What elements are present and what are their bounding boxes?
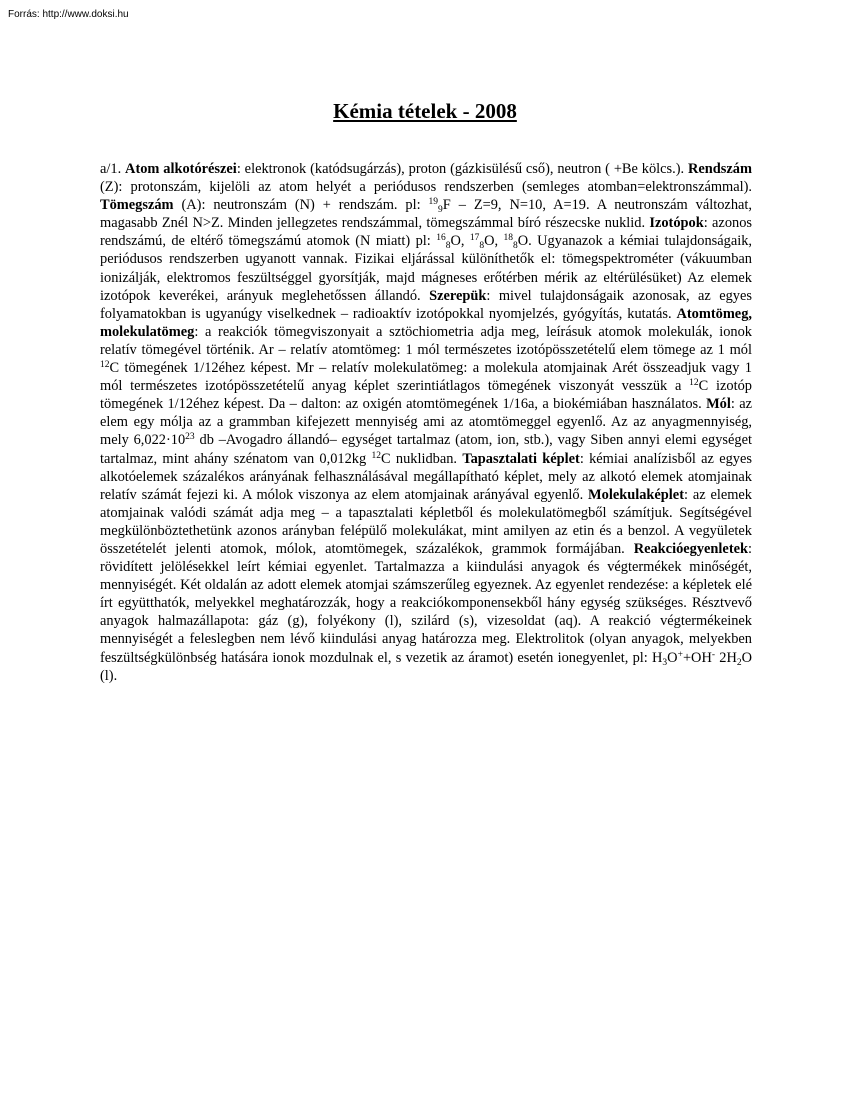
superscript: 18	[503, 233, 514, 244]
text-run: O (l).	[100, 649, 753, 684]
subscript: 9	[438, 205, 443, 216]
term-bold: Atomtömeg, molekulatömeg	[100, 305, 752, 340]
text-run: F – Z=9, N=10, A=19. A neutronszám változhat, magasabb Znél N>Z. Minden jellegzetes rendszámmal, tömegszámmal bíró részecske nuklid.	[100, 197, 752, 232]
text-run: (Z): protonszám, kijelöli az atom helyét a periódusos rendszerben (semleges atomban=elektronszámmal).	[100, 179, 752, 196]
text-run: : azonos rendszámú, de eltérő tömegszámú atomok (N miatt) pl:	[100, 215, 753, 250]
text-run: C tömegének 1/12éhez képest. Mr – relatív molekulatömeg: a molekula atomjainak Arét összeadjuk vagy 1 mól természetes izotópösszetételű anyag képlet szerintiátlagos tömegének viszonyát vesszük a	[100, 360, 752, 395]
term-bold: Tömegszám	[100, 197, 174, 214]
text-run: db –Avogadro állandó– egységet tartalmaz (atom, ion, stb.), vagy Siben annyi elemi egységet tartalmaz, mint ahány szénatom van 0,012kg	[100, 432, 752, 467]
text-run: : az elemek atomjainak valódi számát adja meg – a tapasztalati képletből és molekulatömegből számítjuk. Segítségével megkülönböztethetünk azonos arányban felépülő molekulákat, mint amilyen az etin és a benzol. A vegyületek összetételét jelenti atomok, mólok, atomtömegek, százalékok, grammok formájában.	[100, 486, 752, 557]
text-run: a/1.	[100, 161, 126, 177]
subscript: 8	[479, 241, 485, 252]
text-run: O,	[484, 233, 504, 250]
text-run: C izotóp tömegének 1/12éhez képest. Da – dalton: az oxigén atomtömegének 1/16a, a biokémiában használatos.	[100, 378, 752, 413]
superscript: -	[711, 649, 716, 660]
text-run: : kémiai analízisből az egyes alkotóelemek százalékos arányának felhasználásával megállapítható képlet, mely az alkotó elemek atomjainak relatív számát fejezi ki. A mólok viszonya az elem atomjainak arányával egyenlő.	[100, 450, 752, 503]
term-bold: Reakcióegyenletek	[633, 540, 748, 557]
text-run: : elektronok (katódsugárzás), proton (gázkisülésű cső), neutron ( +Be kölcs.).	[236, 161, 689, 177]
text-run: : a reakciók tömegviszonyait a sztöchiometria adja meg, leírásuk atomok molekulák, ionok relatív tömegével történik. Ar – relatív atomtömeg: 1 mól természetes izotópösszetételű elem tömege az 1 mól	[100, 323, 752, 358]
text-run: O,	[450, 233, 470, 250]
superscript: 23	[185, 432, 195, 443]
text-run: C nuklidban.	[380, 450, 463, 467]
text-run: : rövidített jelölésekkel leírt kémiai egyenlet. Tartalmazza a kiindulási anyagok és végtermékek minőségét, mennyiségét. Két oldalán az adott elemek atomjai számszerűleg egyeznek. Az egyenlet rendezése: a képletek elé írt együtthatók, melyekkel meghatározzák, hogy a reakciókomponensekből hány egység szükséges. Résztvevő anyagok halmazállapota: gáz (g), folyékony (l), szilárd (s), vizesoldat (aq). A reakció végtermékeinek mennyiségét a feleslegben nem lévő kiindulási anyag határozza meg. Elektrolitok (olyan anyagok, melyekben feszültségkülönbség hatására ionok mozdulnak el, s vezetik az áramot) esetén ionegyenlet, pl: H	[100, 540, 752, 666]
superscript: 17	[469, 233, 480, 244]
term-bold: Molekulaképlet	[588, 486, 684, 503]
superscript: 12	[689, 378, 699, 389]
superscript: 12	[100, 360, 110, 371]
text-run: O	[667, 649, 678, 666]
text-run: : az elem egy mólja az a grammban kifejezett mennyiség ami az atomtömeggel egyenlő. Az az anyagmennyiség, mely 6,022·10	[100, 396, 753, 449]
subscript: 8	[445, 241, 451, 252]
text-run: O. Ugyanazok a kémiai tulajdonságaik, periódusos rendszerben ugyanott vannak. Fizikai eljárással különíthetők el: tömegspektrométer (vákuumban ionizálják, elektromos feszültséggel gyorsítják, majd mágneses erőtérben mérik az eltérülésüket) Az elemek izotópok keverékei, arányuk meglehetőssen állandó.	[100, 233, 752, 304]
superscript: +	[677, 649, 683, 660]
text-run: : mivel tulajdonságaik azonosak, az egyes folyamatokban is ugyanúgy viselkednek – radioaktív izotópokkal nyomjelzés, gyógyítás, kutatás.	[100, 287, 752, 322]
superscript: 12	[371, 450, 381, 461]
subscript: 3	[662, 657, 668, 668]
term-bold: Rendszám	[688, 161, 752, 177]
term-bold: Mól	[706, 396, 731, 413]
term-bold: Tapasztalati képlet	[462, 450, 580, 467]
term-bold: Atom alkotórészei	[125, 161, 237, 177]
superscript: 19	[428, 197, 439, 208]
body-paragraph	[100, 160, 752, 685]
term-bold: Szerepük	[429, 287, 487, 304]
source-url: Forrás: http://www.doksi.hu	[8, 9, 129, 20]
superscript: 16	[436, 233, 446, 244]
page-title: Kémia tételek - 2008	[333, 99, 517, 123]
text-run: +OH	[682, 649, 712, 666]
text-run: 2H	[715, 649, 737, 666]
subscript: 8	[513, 241, 518, 252]
text-run: (A): neutronszám (N) + rendszám. pl:	[173, 197, 429, 214]
subscript: 2	[736, 657, 742, 668]
term-bold: Izotópok	[649, 215, 704, 232]
